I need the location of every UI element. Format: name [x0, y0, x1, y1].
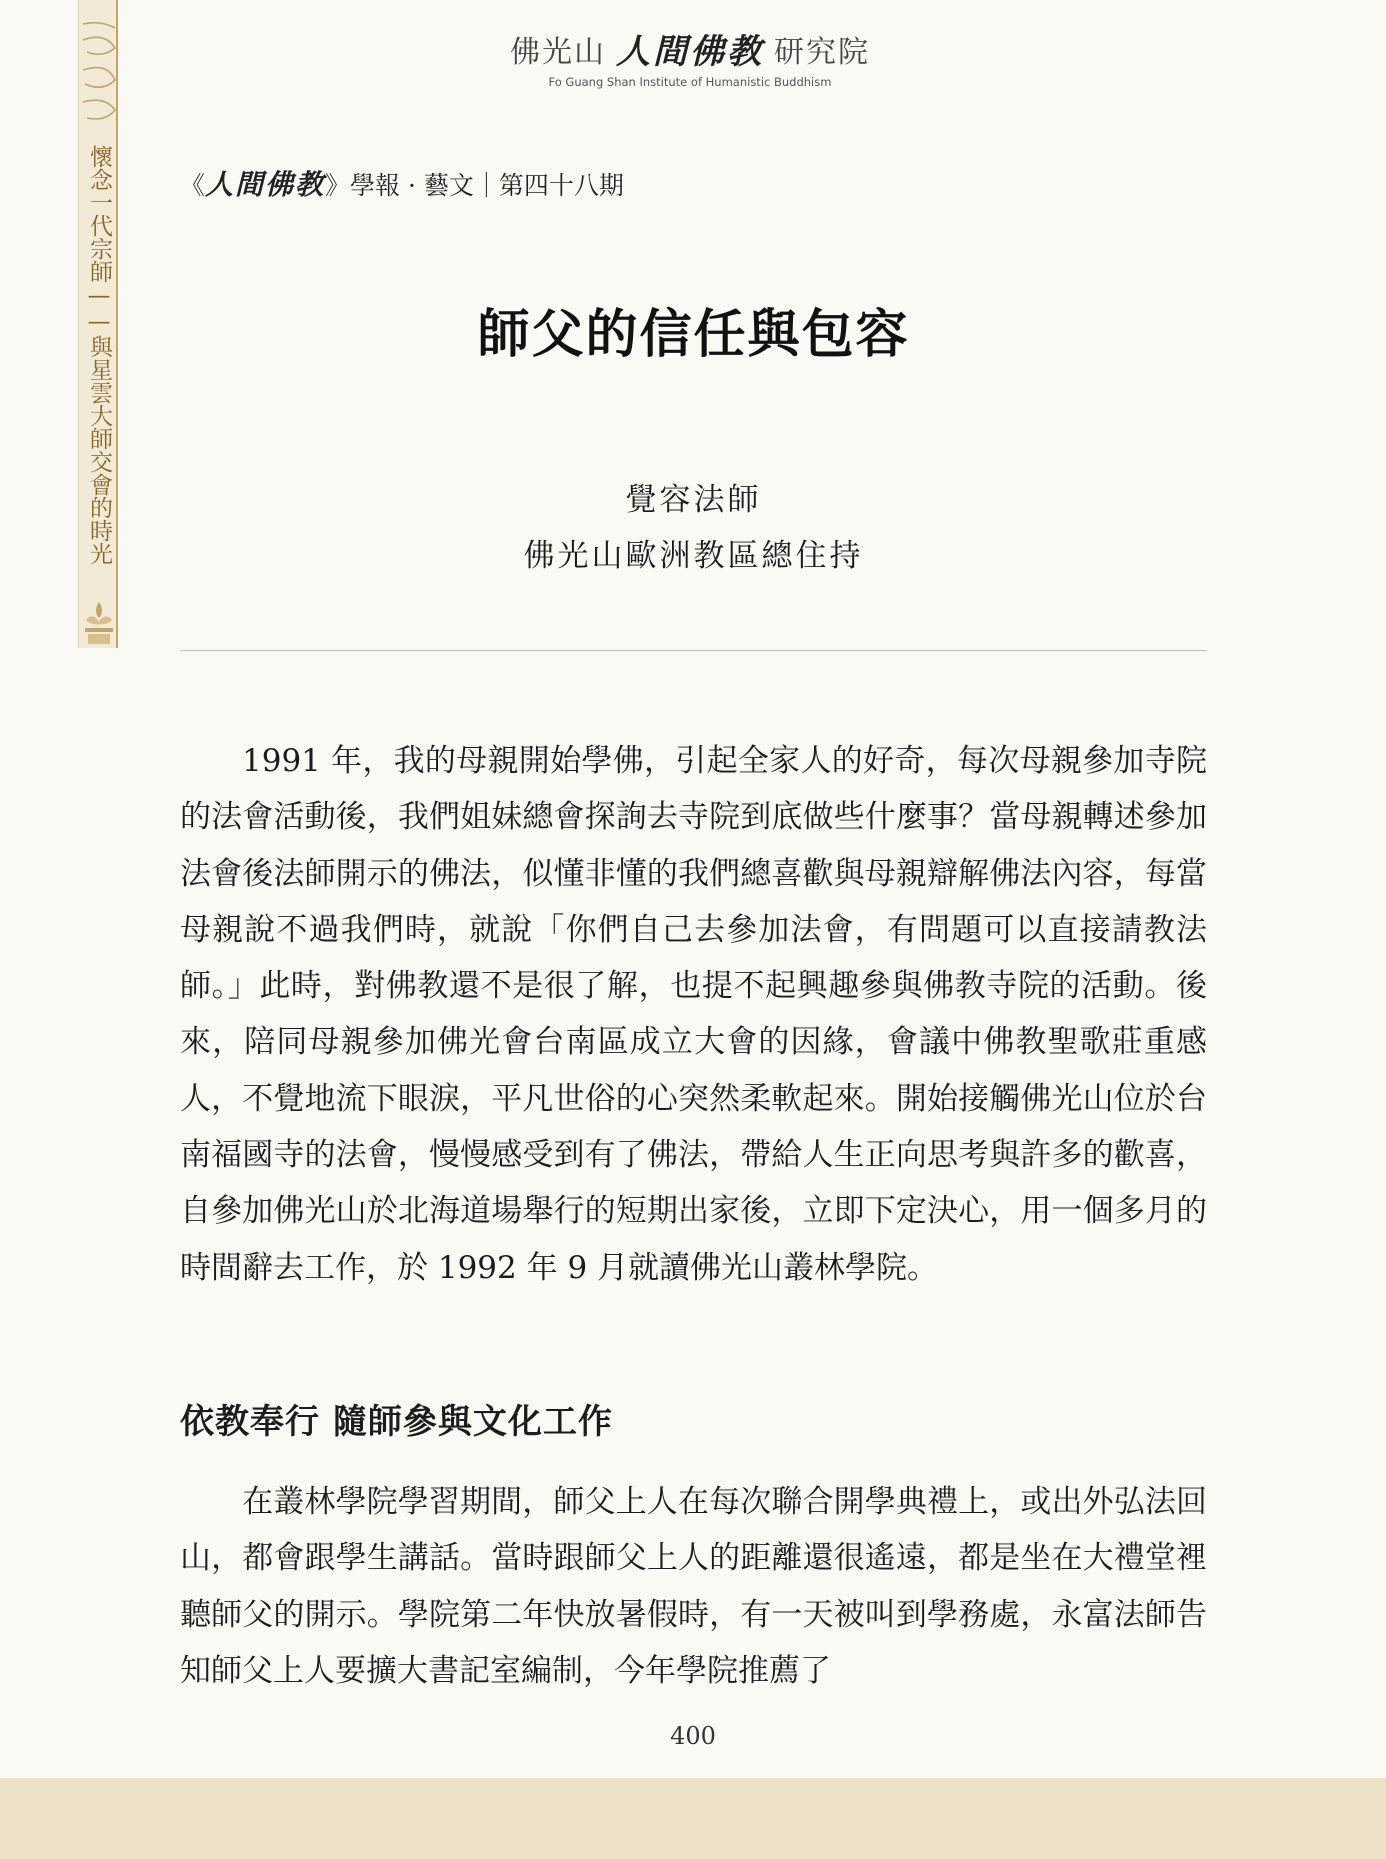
- lotus-ornament-icon: [80, 598, 118, 646]
- sidebar: [78, 0, 118, 648]
- paragraph-2-text: 在叢林學院學習期間，師父上人在每次聯合開學典禮上，或出外弘法回山，都會跟學生講話。當時跟師父上人的距離還很遙遠，都是坐在大禮堂裡聽師父的開示。學院第二年快放暑假時，有一天被叫到學務處，永富法師告知師父上人要擴大書記室編制，今年學院推薦了: [180, 1484, 1207, 1689]
- institute-suffix: 研究院: [774, 34, 870, 70]
- divider: [180, 650, 1207, 651]
- institute-brand: 人間佛教: [616, 32, 764, 72]
- journal-close-bracket: 》: [325, 171, 351, 200]
- institute-header: [480, 24, 900, 94]
- footer-band: [0, 1778, 1386, 1859]
- wave-ornament-icon: [81, 18, 117, 128]
- paragraph-1: [180, 733, 1207, 1296]
- journal-open-bracket: 《: [180, 171, 206, 200]
- article-affiliation: 佛光山歐洲教區總住持: [523, 538, 864, 574]
- journal-title: 人間佛教: [205, 168, 326, 201]
- journal-line: [180, 163, 624, 203]
- institute-name: [480, 24, 900, 73]
- paragraph-1-text: 1991 年，我的母親開始學佛，引起全家人的好奇，每次母親參加寺院的法會活動後，我們姐妹總會探詢去寺院到底做些什麼事？當母親轉述參加法會後法師開示的佛法，似懂非懂的我們總喜歡與母親辯解佛法內容，每當母親說不過我們時，就說「你們自己去參加法會，有問題可以直接請教法師。」此時，對佛教還不是很了解，也提不起興趣參與佛教寺院的活動。後來，陪同母親參加佛光會台南區成立大會的因緣，會議中佛教聖歌莊重感人，不覺地流下眼淚，平凡世俗的心突然柔軟起來。開始接觸佛光山位於台南福國寺的法會，慢慢感受到有了佛法，帶給人生正向思考與許多的歡喜，自參加佛光山於北海道場舉行的短期出家後，立即下定決心，用一個多月的時間辭去工作，於 1992 年 9 月就讀佛光山叢林學院。: [180, 743, 1207, 1286]
- page-number: 400: [670, 1722, 716, 1750]
- sidebar-vertical-title: 懷念一代宗師——與星雲大師交會的時光: [86, 145, 112, 565]
- paragraph-2: [180, 1474, 1207, 1699]
- institute-english-name: Fo Guang Shan Institute of Humanistic Buddhism: [548, 75, 832, 89]
- article-title: 師父的信任與包容: [477, 304, 910, 365]
- article-author: 覺容法師: [625, 482, 762, 518]
- institute-prefix: 佛光山: [510, 34, 606, 70]
- journal-issue-info: 學報 · 藝文｜第四十八期: [350, 171, 624, 200]
- section-heading: 依教奉行 隨師參與文化工作: [180, 1402, 613, 1442]
